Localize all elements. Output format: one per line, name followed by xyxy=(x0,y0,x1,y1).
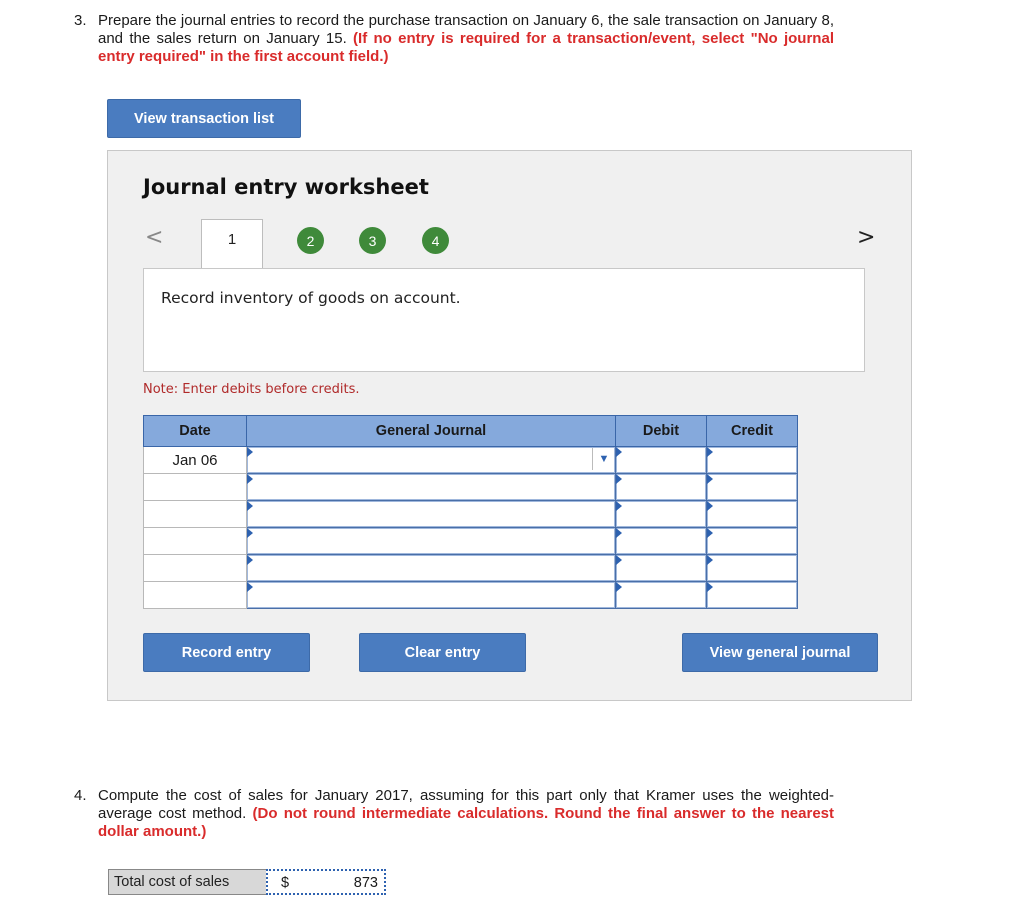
date-cell xyxy=(144,555,247,582)
question-4 xyxy=(74,787,834,841)
question-3 xyxy=(74,12,834,66)
credit-input[interactable] xyxy=(707,474,798,501)
tab-3[interactable]: 3 xyxy=(359,227,386,254)
question-text: Prepare the journal entries to record the purchase transaction on January 6, the sale transaction on January 8, and the sales return on January 15. xyxy=(98,12,834,47)
date-cell xyxy=(144,528,247,555)
tab-2[interactable]: 2 xyxy=(297,227,324,254)
table-row xyxy=(144,528,798,555)
worksheet-title: Journal entry worksheet xyxy=(143,175,429,199)
dropdown-arrow-icon[interactable]: ▼ xyxy=(592,448,615,470)
date-cell: Jan 06 xyxy=(144,447,247,474)
date-cell xyxy=(144,474,247,501)
question-instruction: (If no entry is required for a transaction/event, select "No journal entry required" in the first account field.) xyxy=(98,30,834,65)
debit-input[interactable] xyxy=(616,447,707,474)
journal-table xyxy=(143,415,798,609)
credit-input[interactable] xyxy=(707,555,798,582)
question-number: 3. xyxy=(74,12,87,29)
table-row xyxy=(144,474,798,501)
debit-input[interactable] xyxy=(616,528,707,555)
credit-input[interactable] xyxy=(707,528,798,555)
tab-4[interactable]: 4 xyxy=(422,227,449,254)
debit-header: Debit xyxy=(616,416,707,447)
view-general-journal-button[interactable]: View general journal xyxy=(682,633,878,672)
question-instruction: (Do not round intermediate calculations. Round the final answer to the nearest dollar amount.) xyxy=(98,805,835,840)
tab-1[interactable]: 1 xyxy=(201,219,263,269)
total-cost-of-sales-input[interactable] xyxy=(266,869,386,895)
question-number: 4. xyxy=(74,787,87,804)
account-select[interactable] xyxy=(247,474,616,501)
credit-input[interactable] xyxy=(707,447,798,474)
journal-entry-worksheet xyxy=(107,150,912,701)
debit-input[interactable] xyxy=(616,555,707,582)
credit-input[interactable] xyxy=(707,582,798,609)
clear-entry-button[interactable]: Clear entry xyxy=(359,633,526,672)
credit-input[interactable] xyxy=(707,501,798,528)
account-select[interactable] xyxy=(247,528,616,555)
date-header: Date xyxy=(144,416,247,447)
debit-input[interactable] xyxy=(616,501,707,528)
transaction-description-box xyxy=(143,268,865,372)
transaction-description: Record inventory of goods on account. xyxy=(161,289,461,307)
record-entry-button[interactable]: Record entry xyxy=(143,633,310,672)
credit-header: Credit xyxy=(707,416,798,447)
account-select[interactable] xyxy=(247,555,616,582)
journal-header-row xyxy=(144,416,798,447)
entry-note: Note: Enter debits before credits. xyxy=(143,382,360,397)
general-journal-header: General Journal xyxy=(247,416,616,447)
prev-arrow-icon[interactable]: < xyxy=(145,225,164,250)
next-arrow-icon[interactable]: > xyxy=(857,225,876,250)
account-select[interactable] xyxy=(247,582,616,609)
account-select[interactable] xyxy=(247,447,616,474)
view-transaction-list-button[interactable]: View transaction list xyxy=(107,99,301,138)
total-cost-of-sales-value: 873 xyxy=(353,875,378,891)
account-select[interactable] xyxy=(247,501,616,528)
table-row xyxy=(144,447,798,474)
total-cost-of-sales-label: Total cost of sales xyxy=(108,869,267,895)
question-text: Compute the cost of sales for January 2017, assuming for this part only that Kramer uses the weighted-average cost method. xyxy=(98,787,834,822)
table-row xyxy=(144,501,798,528)
currency-symbol: $ xyxy=(281,875,290,891)
debit-input[interactable] xyxy=(616,474,707,501)
table-row xyxy=(144,555,798,582)
table-row xyxy=(144,582,798,609)
date-cell xyxy=(144,582,247,609)
date-cell xyxy=(144,501,247,528)
debit-input[interactable] xyxy=(616,582,707,609)
